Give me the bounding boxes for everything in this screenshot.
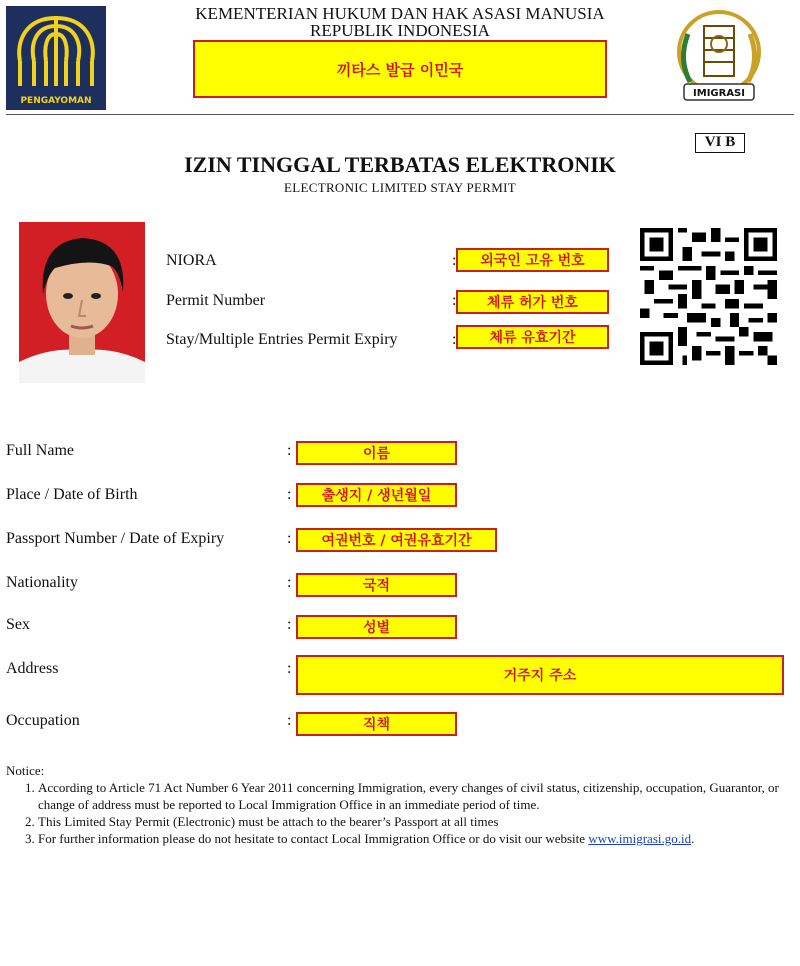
address-value: 거주지 주소 bbox=[296, 655, 784, 695]
occupation-colon: : bbox=[287, 712, 292, 729]
sex-colon: : bbox=[287, 616, 292, 633]
ministry-name: KEMENTERIAN HUKUM DAN HAK ASASI MANUSIA bbox=[195, 4, 605, 23]
notice-item bbox=[38, 779, 786, 813]
notice-item bbox=[38, 813, 786, 830]
qr-code bbox=[640, 228, 777, 365]
document-subtitle: ELECTRONIC LIMITED STAY PERMIT bbox=[284, 180, 516, 195]
sex-label: Sex bbox=[6, 616, 30, 633]
notice-item-text: This Limited Stay Permit (Electronic) must be attach to the bearer’s Passport at all times bbox=[38, 814, 499, 829]
notice-heading: Notice: bbox=[6, 763, 45, 778]
permit-number-label: Permit Number bbox=[166, 292, 266, 309]
occupation-value: 직책 bbox=[296, 712, 457, 736]
left-logo-caption: PENGAYOMAN bbox=[20, 96, 92, 106]
permit-expiry-colon: : bbox=[452, 331, 457, 348]
imigrasi-logo bbox=[668, 4, 770, 108]
notice-item-text: For further information please do not hesitate to contact Local Immigration Office or do visit our website bbox=[38, 831, 586, 846]
permit-number-value: 체류 허가 번호 bbox=[456, 290, 609, 314]
address-colon: : bbox=[287, 660, 292, 677]
country-name: REPUBLIK INDONESIA bbox=[310, 21, 490, 40]
permit-number-colon: : bbox=[452, 292, 457, 309]
notice-period: . bbox=[691, 831, 695, 846]
permit-expiry-value: 체류 유효기간 bbox=[456, 325, 609, 349]
sex-value: 성별 bbox=[296, 615, 457, 639]
document-title: IZIN TINGGAL TERBATAS ELEKTRONIK bbox=[184, 152, 616, 177]
niora-value: 외국인 고유 번호 bbox=[456, 248, 609, 272]
right-logo-caption: IMIGRASI bbox=[693, 88, 745, 99]
passport-value: 여권번호 / 여권유효기간 bbox=[296, 528, 497, 552]
birth-colon: : bbox=[287, 486, 292, 503]
imigrasi-emblem-icon bbox=[668, 4, 770, 108]
holder-photo bbox=[19, 222, 145, 383]
pengayoman-emblem-icon bbox=[6, 6, 106, 110]
notice-item bbox=[38, 830, 786, 847]
address-label: Address bbox=[6, 660, 59, 677]
pengayoman-logo bbox=[6, 6, 106, 110]
notice-section bbox=[6, 762, 786, 847]
header-divider bbox=[6, 114, 794, 115]
nationality-value: 국적 bbox=[296, 573, 457, 597]
permit-class-badge: VI B bbox=[695, 133, 745, 153]
qr-code-icon bbox=[640, 228, 777, 365]
agency-redaction-box: 끼타스 발급 이민국 bbox=[193, 40, 607, 98]
imigrasi-website-link[interactable]: www.imigrasi.go.id bbox=[588, 831, 692, 846]
passport-label: Passport Number / Date of Expiry bbox=[6, 530, 225, 547]
occupation-label: Occupation bbox=[6, 712, 80, 729]
birth-label: Place / Date of Birth bbox=[6, 486, 138, 503]
niora-label: NIORA bbox=[166, 252, 217, 269]
nationality-colon: : bbox=[287, 574, 292, 591]
full-name-colon: : bbox=[287, 442, 292, 459]
full-name-label: Full Name bbox=[6, 442, 74, 459]
passport-colon: : bbox=[287, 530, 292, 547]
niora-colon: : bbox=[452, 252, 457, 269]
notice-list bbox=[6, 779, 786, 847]
nationality-label: Nationality bbox=[6, 574, 78, 591]
full-name-value: 이름 bbox=[296, 441, 457, 465]
portrait-icon bbox=[19, 222, 145, 383]
notice-item-text: According to Article 71 Act Number 6 Year 2011 concerning Immigration, every changes of civil status, citizenship, occupation, Guarantor, or change of address must be reported to Local Immigration Office in an immediate period of time. bbox=[38, 780, 779, 812]
permit-expiry-label: Stay/Multiple Entries Permit Expiry bbox=[166, 331, 398, 348]
birth-value: 출생지 / 생년월일 bbox=[296, 483, 457, 507]
